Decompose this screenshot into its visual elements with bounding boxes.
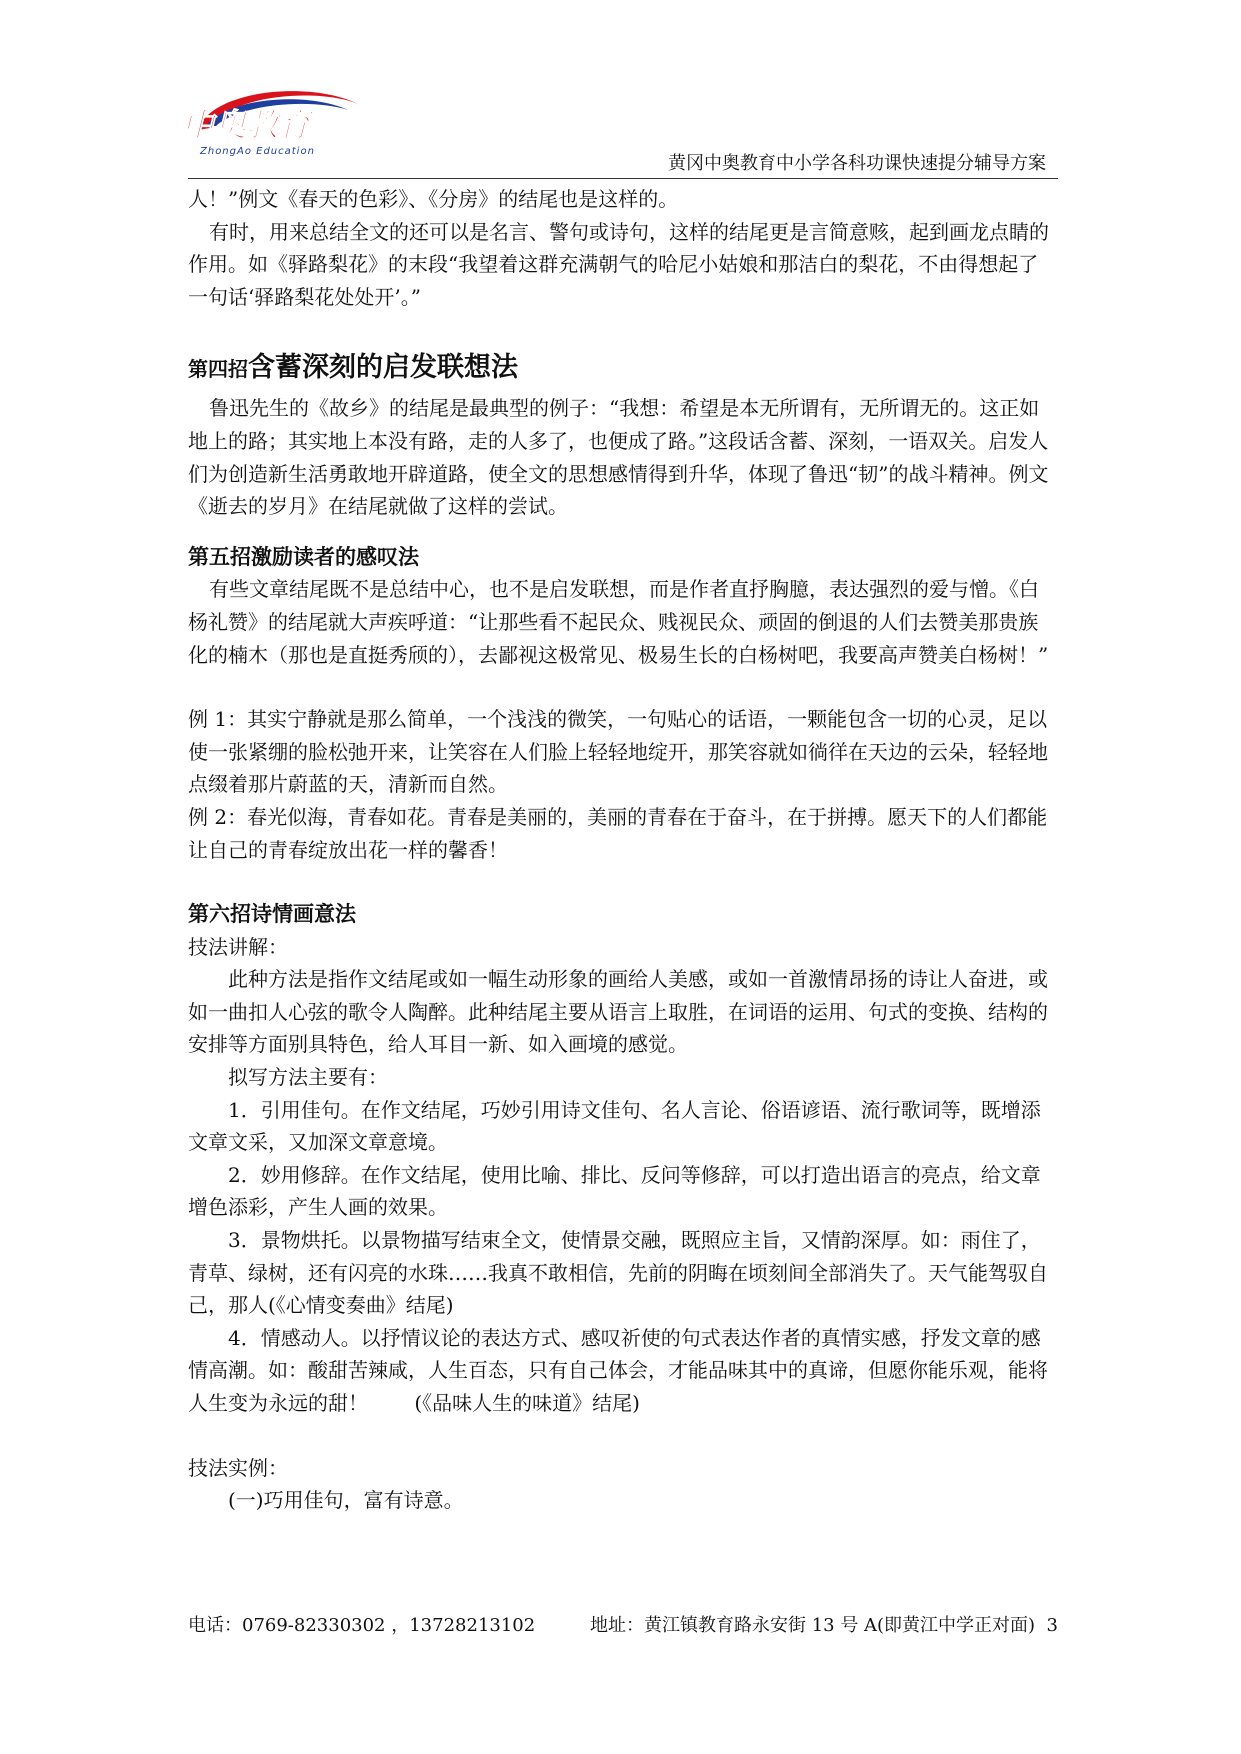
label-explain: 技法讲解： (188, 934, 288, 959)
paragraph: 此种方法是指作文结尾或如一幅生动形象的画给人美感，或如一首激情昂扬的诗让人奋进，或如一曲扣人心弦的歌令人陶醉。此种结尾主要从语言上取胜，在词语的运用、句式的变换、结构的安排等方面别具特色，给人耳目一新、如入画境的感觉。 (188, 967, 1048, 1057)
header-tagline: 黄冈中奥教育中小学各科功课快速提分辅导方案 (668, 153, 1046, 174)
logo-text: 中奥教育 (182, 106, 311, 144)
method-item: 3．景物烘托。以景物描写结束全文，使情景交融，既照应主旨，又情韵深厚。如：雨住了，青草、绿树，还有闪亮的水珠……我真不敢相信，先前的阴晦在顷刻间全部消失了。天气能驾驭自己，那人(《心情变奏曲》结尾) (188, 1228, 1048, 1318)
paragraph: 有时，用来总结全文的还可以是名言、警句或诗句，这样的结尾更是言简意赅，起到画龙点睛的作用。如《驿路梨花》的末段“我望着这群充满朝气的哈尼小姑娘和那洁白的梨花，不由得想起了一句话‘驿路梨花处处开’。” (188, 219, 1049, 309)
method-item: 2．妙用修辞。在作文结尾，使用比喻、排比、反问等修辞，可以打造出语言的亮点，给文章增色添彩，产生人画的效果。 (188, 1162, 1041, 1220)
paragraph: 拟写方法主要有： (228, 1065, 388, 1090)
footer-right (590, 1614, 1058, 1638)
heading-title: 含蓄深刻的启发联想法 (248, 352, 518, 384)
heading-prefix: 第四招 (188, 357, 248, 382)
page-footer (188, 1614, 1058, 1638)
logo-subtext: ZhongAo Education (200, 146, 315, 157)
footer-phone: 电话：0769-82330302 ，13728213102 (188, 1615, 536, 1636)
page-number: 3 (1046, 1615, 1058, 1636)
header-divider (188, 178, 1058, 179)
document-body (188, 183, 1058, 1517)
zhongao-logo (180, 82, 380, 162)
example-1: 例 1：其实宁静就是那么简单，一个浅浅的微笑，一句贴心的话语，一颗能包含一切的心灵，足以使一张紧绷的脸松弛开来，让笑容在人们脸上轻轻地绽开，那笑容就如徜徉在天边的云朵，轻轻地点缀着那片蔚蓝的天，清新而自然。 (188, 707, 1048, 797)
section-heading-6: 第六招诗情画意法 (188, 902, 356, 927)
section-heading-5: 第五招激励读者的感叹法 (188, 544, 419, 569)
paragraph: 人！”例文《春天的色彩》、《分房》的结尾也是这样的。 (188, 187, 679, 211)
paragraph: 鲁迅先生的《故乡》的结尾是最典型的例子：“我想：希望是本无所谓有，无所谓无的。这正如地上的路；其实地上本没有路，走的人多了，也便成了路。”这段话含蓄、深刻，一语双关。启发人们为创造新生活勇敢地开辟道路，使全文的思想感情得到升华，体现了鲁迅“韧”的战斗精神。例文《逝去的岁月》在结尾就做了这样的尝试。 (188, 396, 1049, 519)
example-2: 例 2：春光似海，青春如花。青春是美丽的，美丽的青春在于奋斗，在于拼搏。愿天下的人们都能让自己的青春绽放出花一样的馨香！ (188, 804, 1048, 862)
method-item: 4．情感动人。以抒情议论的表达方式、感叹祈使的句式表达作者的真情实感，抒发文章的感情高潮。如：酸甜苦辣咸，人生百态，只有自己体会，才能品味其中的真谛，但愿你能乐观，能将人生变为永远的甜！ (《品味人生的味道》结尾) (188, 1325, 1048, 1415)
paragraph: 有些文章结尾既不是总结中心，也不是启发联想，而是作者直抒胸臆，表达强烈的爱与憎。《白杨礼赞》的结尾就大声疾呼道：“让那些看不起民众、贱视民众、顽固的倒退的人们去赞美那贵族化的楠木（那也是直挺秀颀的），去鄙视这极常见、极易生长的白杨树吧，我要高声赞美白杨树！” (188, 577, 1049, 667)
method-item: 1．引用佳句。在作文结尾，巧妙引用诗文佳句、名人言论、俗语谚语、流行歌词等，既增添文章文采，又加深文章意境。 (188, 1097, 1041, 1155)
section-heading-4 (188, 345, 1058, 392)
footer-address: 地址：黄江镇教育路永安街 13 号 A(即黄江中学正对面) (589, 1615, 1036, 1636)
subheading: (一)巧用佳句，富有诗意。 (228, 1488, 464, 1513)
label-examples: 技法实例： (188, 1455, 288, 1480)
